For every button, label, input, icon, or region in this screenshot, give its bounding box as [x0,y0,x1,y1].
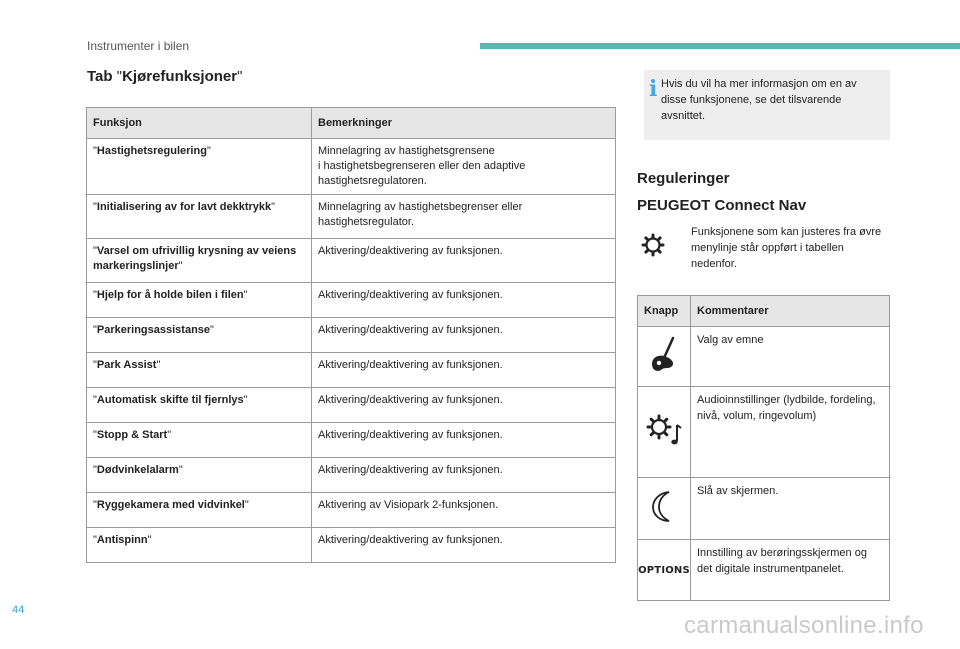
functions-col-header: Funksjon [87,108,312,139]
table-row [638,327,890,387]
function-name: Park Assist [96,359,157,371]
function-name-cell: "Varsel om ufrivillig krysning av veiens markeringslinjer" [87,239,312,283]
function-name: Ryggekamera med vidvinkel [96,499,245,511]
table-row [87,423,616,458]
function-name: Antispinn [96,534,148,546]
function-name-cell: "Ryggekamera med vidvinkel" [87,493,312,528]
tab-heading [87,68,242,85]
button-icon-cell [638,327,691,387]
tab-heading-quote-close: " [237,68,243,85]
table-row [87,195,616,239]
functions-table [86,107,616,563]
info-icon: i [649,76,658,102]
tab-heading-quote-open: " [116,68,123,85]
table-row [87,353,616,388]
buttons-table [637,295,890,601]
function-name: Initialisering av for lavt dekktrykk [96,201,272,213]
buttons-table-header-row [638,296,890,327]
function-name: Dødvinkelalarm [96,464,179,476]
function-remark: Aktivering av Visiopark 2-funksjonen. [312,493,616,528]
function-name-cell: "Hastighetsregulering" [87,139,312,195]
table-row [638,478,890,540]
function-name: Hjelp for å holde bilen i filen [96,289,244,301]
function-name-cell: "Automatisk skifte til fjernlys" [87,388,312,423]
button-col-header: Knapp [638,296,691,327]
button-comment: Slå av skjermen. [691,478,890,540]
peugeot-connect-nav-heading: PEUGEOT Connect Nav [637,197,807,214]
tab-heading-prefix: Tab [87,68,117,85]
function-name-cell: "Dødvinkelalarm" [87,458,312,493]
table-row [638,540,890,601]
reguleringer-heading: Reguleringer [637,170,730,187]
function-name: Stopp & Start [96,429,168,441]
table-row [87,388,616,423]
function-remark: Aktivering/deaktivering av funksjonen. [312,283,616,318]
function-remark: Minnelagring av hastighetsbegrenser eller hastighetsregulator. [312,195,616,239]
button-icon-cell [638,540,691,601]
table-row [87,493,616,528]
table-row [87,283,616,318]
header-accent-bar [480,43,960,49]
remarks-col-header: Bemerkninger [312,108,616,139]
function-name-cell: "Parkeringsassistanse" [87,318,312,353]
info-text: Hvis du vil ha mer informasjon om en av disse funksjonene, se det tilsvarende avsnittet. [661,78,857,122]
function-remark: Aktivering/deaktivering av funksjonen. [312,318,616,353]
info-box [644,70,890,140]
function-name-cell: "Park Assist" [87,353,312,388]
function-name: Automatisk skifte til fjernlys [96,394,244,406]
button-comment: Audioinnstillinger (lydbilde, fordeling, nivå, volum, ringevolum) [691,387,890,478]
moon-icon [647,486,681,526]
section-header: Instrumenter i bilen [87,39,190,53]
tab-heading-name: Kjørefunksjoner [122,68,238,85]
function-remark: Aktivering/deaktivering av funksjonen. [312,239,616,283]
function-remark: Aktivering/deaktivering av funksjonen. [312,353,616,388]
button-icon-cell [638,478,691,540]
function-remark: Aktivering/deaktivering av funksjonen. [312,388,616,423]
button-comment: Valg av emne [691,327,890,387]
function-name: Hastighetsregulering [96,145,207,157]
watermark: carmanualsonline.info [684,612,924,639]
table-row [87,239,616,283]
palette-icon [647,334,681,374]
functions-table-header-row [87,108,616,139]
options-label: OPTIONS [638,564,690,576]
table-row [87,318,616,353]
table-row [87,139,616,195]
reguleringer-description: Funksjonene som kan justeres fra øvre menylinje står oppført i tabellen nedenfor. [691,226,882,270]
function-name-cell: "Hjelp for å holde bilen i filen" [87,283,312,318]
table-row [638,387,890,478]
table-row [87,528,616,563]
button-comment: Innstilling av berøringsskjermen og det digitale instrumentpanelet. [691,540,890,601]
function-name-cell: "Stopp & Start" [87,423,312,458]
function-name-cell: "Initialisering av for lavt dekktrykk" [87,195,312,239]
page-number: 44 [12,604,25,616]
gear-music-note-icon [644,411,684,449]
table-row [87,458,616,493]
gear-icon [641,233,665,257]
function-remark: Aktivering/deaktivering av funksjonen. [312,528,616,563]
function-remark: Minnelagring av hastighetsgrensene i hastighetsbegrenseren eller den adaptive hastighetsregulatoren. [312,139,616,195]
function-remark: Aktivering/deaktivering av funksjonen. [312,458,616,493]
function-name: Parkeringsassistanse [96,324,211,336]
function-remark: Aktivering/deaktivering av funksjonen. [312,423,616,458]
function-name: Varsel om ufrivillig krysning av veiens markeringslinjer [93,245,297,272]
button-icon-cell [638,387,691,478]
comments-col-header: Kommentarer [691,296,890,327]
function-name-cell: "Antispinn" [87,528,312,563]
